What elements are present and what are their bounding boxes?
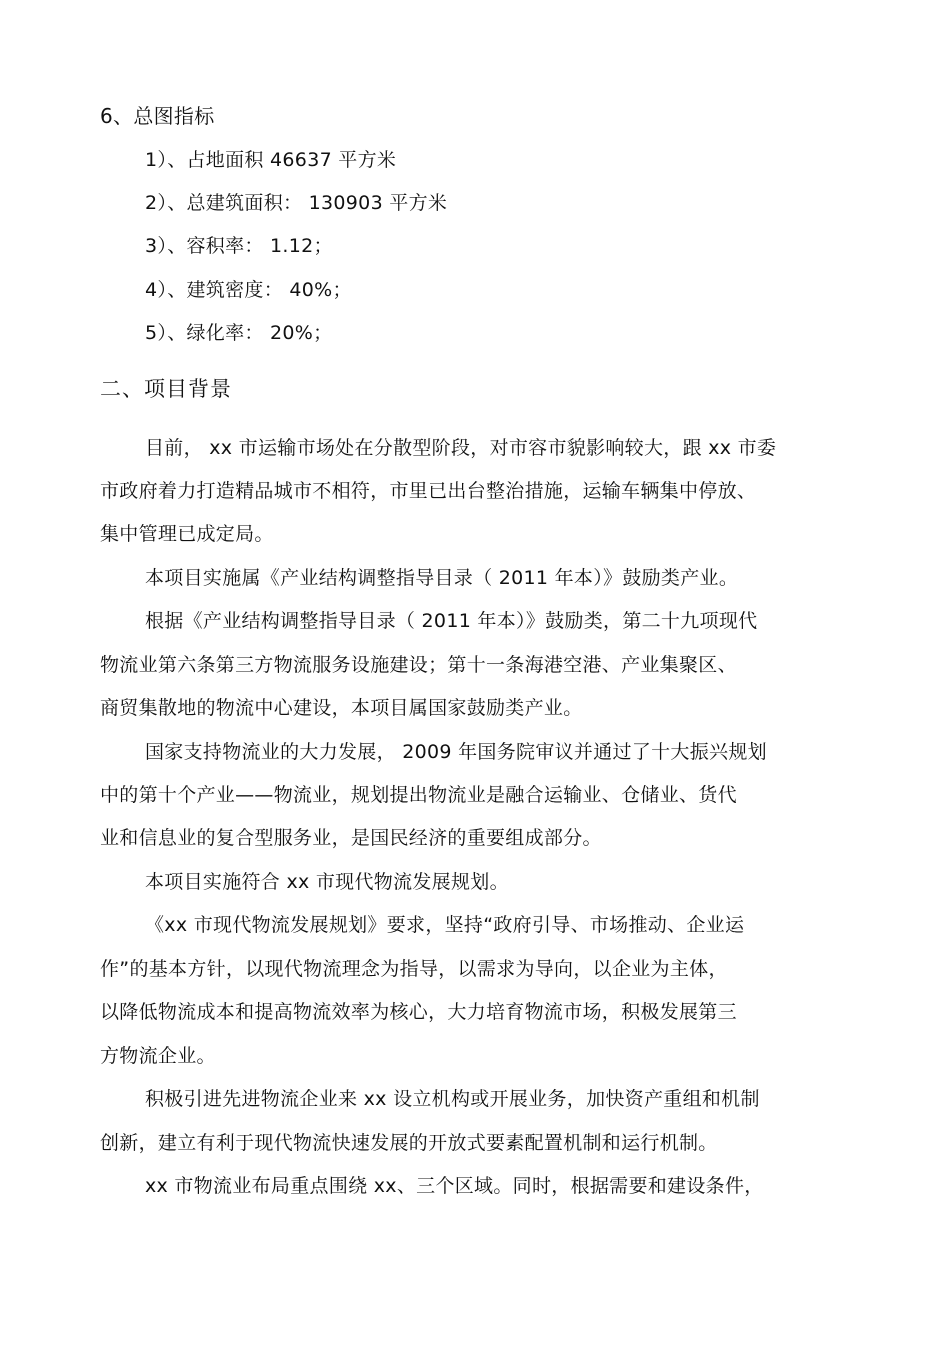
paragraph-line: 商贸集散地的物流中心建设，本项目属国家鼓励类产业。: [100, 697, 583, 719]
paragraph-line: 方物流企业。: [100, 1045, 216, 1067]
indicator-plot-ratio: 3）、容积率： 1.12；: [145, 235, 333, 257]
paragraph-line: 国家支持物流业的大力发展， 2009 年国务院审议并通过了十大振兴规划: [145, 741, 767, 763]
paragraph-line: 本项目实施符合 xx 市现代物流发展规划。: [145, 871, 509, 893]
paragraph-line: 集中管理已成定局。: [100, 523, 274, 545]
indicator-green-ratio: 5）、绿化率： 20%；: [145, 322, 333, 344]
section-heading-background: 二、项目背景: [100, 377, 232, 401]
paragraph-line: 创新，建立有利于现代物流快速发展的开放式要素配置机制和运行机制。: [100, 1132, 718, 1154]
indicator-total-floor-area: 2）、总建筑面积： 130903 平方米: [145, 192, 448, 214]
paragraph-line: 《xx 市现代物流发展规划》要求，坚持“政府引导、市场推动、企业运: [145, 914, 745, 936]
indicator-land-area: 1）、占地面积 46637 平方米: [145, 149, 397, 171]
indicator-building-density: 4）、建筑密度： 40%；: [145, 279, 352, 301]
paragraph-line: 本项目实施属《产业结构调整指导目录（ 2011 年本）》鼓励类产业。: [145, 567, 739, 589]
paragraph-line: 目前， xx 市运输市场处在分散型阶段，对市容市貌影响较大，跟 xx 市委: [145, 437, 777, 459]
paragraph-line: 作”的基本方针，以现代物流理念为指导，以需求为导向，以企业为主体，: [100, 958, 728, 980]
paragraph-line: 根据《产业结构调整指导目录（ 2011 年本）》鼓励类，第二十九项现代: [145, 610, 758, 632]
paragraph-line: 以降低物流成本和提高物流效率为核心，大力培育物流市场，积极发展第三: [100, 1001, 737, 1023]
paragraph-line: 积极引进先进物流企业来 xx 设立机构或开展业务，加快资产重组和机制: [145, 1088, 760, 1110]
paragraph-line: 中的第十个产业——物流业，规划提出物流业是融合运输业、仓储业、货代: [100, 784, 737, 806]
paragraph-line: 市政府着力打造精品城市不相符，市里已出台整治措施，运输车辆集中停放、: [100, 480, 757, 502]
paragraph-line: 业和信息业的复合型服务业，是国民经济的重要组成部分。: [100, 827, 602, 849]
section-heading-6: 6、总图指标: [100, 104, 215, 128]
paragraph-line: xx 市物流业布局重点围绕 xx、三个区域。同时，根据需要和建设条件，: [145, 1175, 764, 1197]
paragraph-line: 物流业第六条第三方物流服务设施建设；第十一条海港空港、产业集聚区、: [100, 654, 737, 676]
